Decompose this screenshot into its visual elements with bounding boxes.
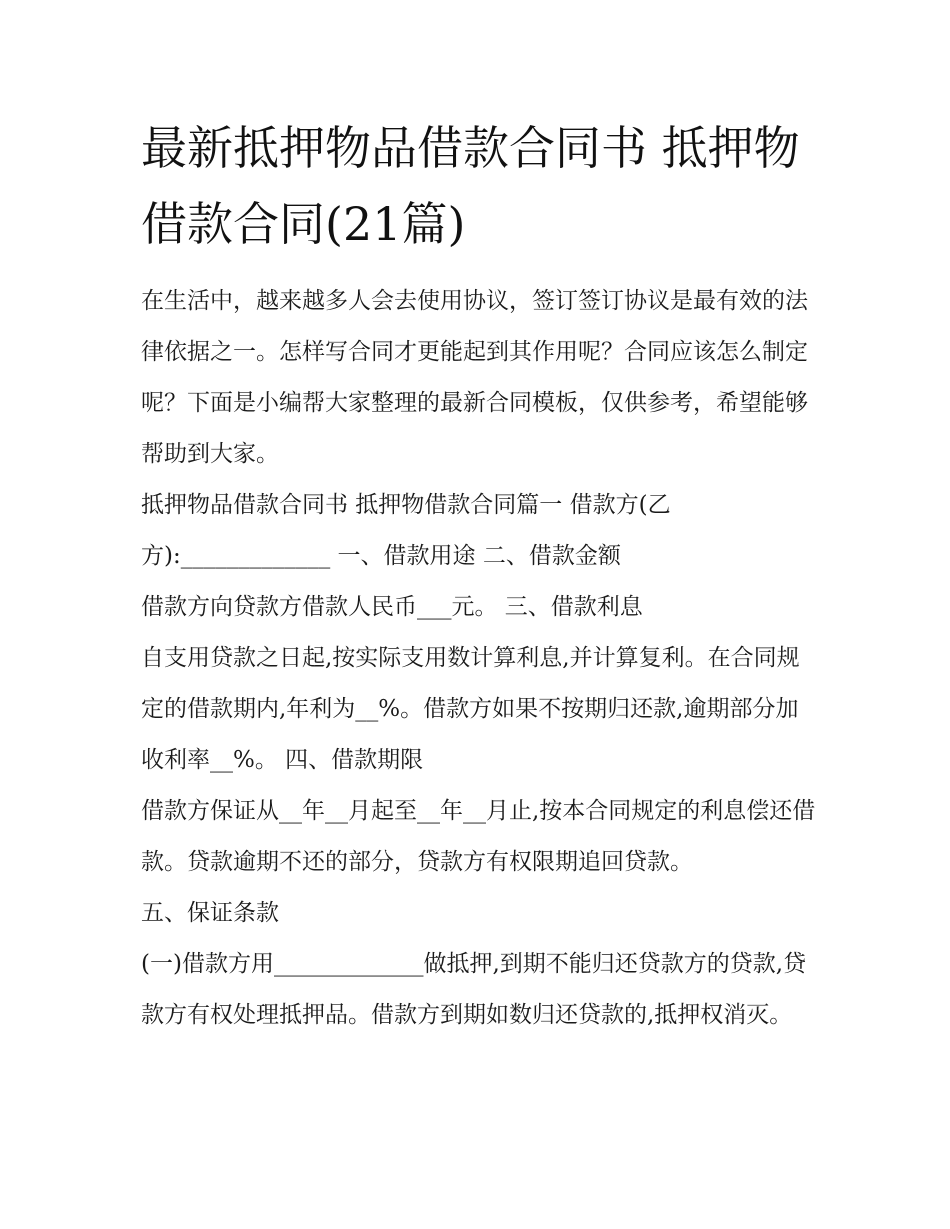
loan-term-paragraph: 借款方保证从__年__月起至__年__月止,按本合同规定的利息偿还借款。贷款逾期不还的部分，贷款方有权限期追回贷款。 [141,798,816,875]
document-title: 最新抵押物品借款合同书 抵押物借款合同(21篇) [141,121,800,251]
guarantee-heading: 五、保证条款 [141,900,279,926]
interest-paragraph: 自支用贷款之日起,按实际支用数计算利息,并计算复利。在合同规定的借款期内,年利为__%。借款方如果不按期归还款,逾期部分加收利率__%。 四、借款期限 [141,645,800,773]
guarantee-clause-1: (一)借款方用_____________做抵押,到期不能归还贷款方的贷款,贷款方有权处理抵押品。借款方到期如数归还贷款的,抵押权消灭。 [141,951,807,1028]
intro-paragraph: 在生活中，越来越多人会去使用协议，签订签订协议是最有效的法律依据之一。怎样写合同才更能起到其作用呢？合同应该怎么制定呢？下面是小编帮大家整理的最新合同模板，仅供参考，希望能够帮助到大家。 [141,288,808,467]
loan-amount-paragraph: 借款方向贷款方借款人民币___元。 三、借款利息 [141,594,643,620]
borrower-line: 方):_____________ 一、借款用途 二、借款金额 [141,543,621,569]
document-body [141,276,821,1041]
contract-heading-line: 抵押物品借款合同书 抵押物借款合同篇一 借款方(乙 [141,492,671,518]
